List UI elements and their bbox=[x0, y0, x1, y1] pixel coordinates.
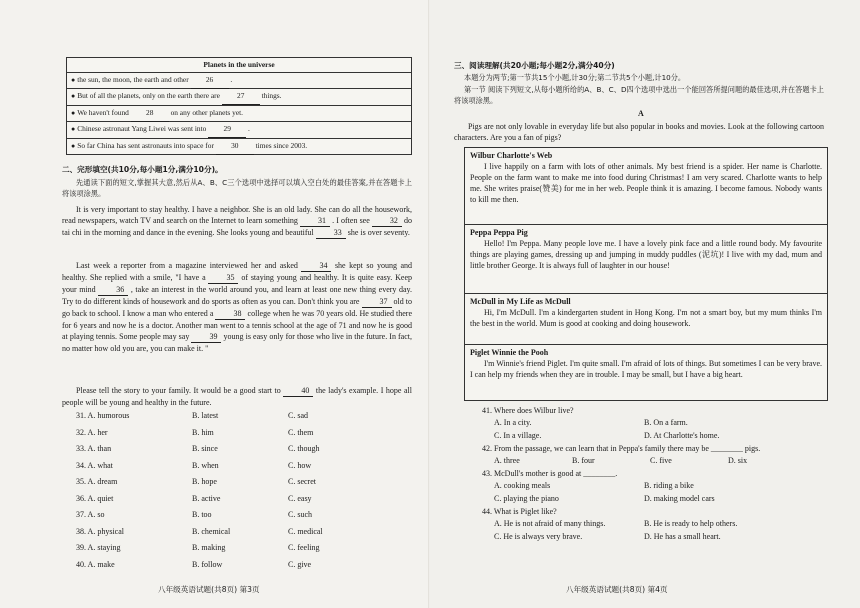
answer-option[interactable]: C. five bbox=[650, 456, 672, 465]
cloze-option[interactable]: B. since bbox=[192, 444, 218, 453]
paragraph-text: It is very important to stay healthy. I have a neighbor. She is an old lady. She can do all the housework, read newspapers, watch TV and search on the Internet to learn something bbox=[62, 205, 412, 225]
cloze-option[interactable]: 38. A. physical bbox=[76, 526, 124, 536]
character-section bbox=[465, 345, 827, 401]
row-text-after: times since 2003. bbox=[253, 140, 308, 150]
section3-intro-2: 第一节 阅读下列短文,从每小题所给的A、B、C、D四个选项中选出一个能回答所提问题的最佳选项,并在答题卡上将该项涂黑。 bbox=[454, 85, 824, 105]
cloze-option[interactable]: B. chemical bbox=[192, 526, 231, 536]
cloze-option[interactable]: 35. A. dream bbox=[76, 477, 118, 486]
cloze-option[interactable]: 40. A. make bbox=[76, 559, 115, 569]
answer-option[interactable]: B. On a farm. bbox=[644, 418, 688, 427]
answer-option[interactable]: A. three bbox=[494, 456, 520, 465]
answer-option[interactable]: D. He has a small heart. bbox=[644, 532, 721, 541]
cloze-option[interactable]: 31. A. humorous bbox=[76, 411, 130, 420]
cloze-option[interactable]: B. active bbox=[192, 493, 221, 503]
character-title: Piglet Winnie the Pooh bbox=[470, 348, 549, 357]
character-section bbox=[465, 225, 827, 294]
character-title: Wilbur Charlotte's Web bbox=[470, 151, 553, 160]
paragraph-text: , take an interest in the world around you, and learn at least one new thing every day. Try to do different kinds of housework and do sports as often as you can. Don't think you are bbox=[62, 285, 413, 306]
characters-box bbox=[464, 147, 828, 401]
question-stem: 43. McDull's mother is good at ________. bbox=[482, 469, 618, 478]
answer-blank[interactable]: 30 bbox=[216, 138, 254, 155]
cloze-option[interactable]: B. too bbox=[192, 510, 212, 519]
cloze-blank-34[interactable]: 34 bbox=[301, 260, 331, 272]
right-page bbox=[430, 0, 860, 608]
paragraph-text: she is over seventy. bbox=[347, 228, 410, 237]
planets-table-title: Planets in the universe bbox=[67, 58, 411, 73]
cloze-blank-40[interactable]: 40 bbox=[283, 385, 313, 397]
cloze-option[interactable]: B. hope bbox=[192, 477, 217, 486]
cloze-option[interactable]: B. when bbox=[192, 460, 219, 470]
passage-lead: Pigs are not only lovable in everyday life but also popular in books and movies. Look at the following cartoon characters. Are you a fan of pigs? bbox=[454, 122, 824, 142]
answer-option[interactable]: D. At Charlotte's home. bbox=[644, 431, 720, 440]
cloze-option[interactable]: C. sad bbox=[288, 411, 308, 420]
cloze-blank-33[interactable]: 33 bbox=[316, 227, 346, 239]
cloze-option[interactable]: C. feeling bbox=[288, 543, 320, 552]
question-stem: 41. Where does Wilbur live? bbox=[482, 406, 574, 415]
cloze-option[interactable]: C. easy bbox=[288, 493, 312, 503]
row-text-before: So far China has sent astronauts into space for bbox=[77, 140, 216, 150]
character-text: Hello! I'm Peppa. Many people love me. I have a lovely pink face and a little round body. My favourite things are playing games, dressing up and jumping in muddy puddles (泥坑)! I live with my dad, mum and little brother George. It is always full of laughter in our house! bbox=[470, 239, 822, 270]
cloze-option[interactable]: C. secret bbox=[288, 477, 316, 486]
cloze-blank-31[interactable]: 31 bbox=[300, 215, 330, 227]
paragraph-text: Please tell the story to your family. It would be a good start to bbox=[76, 386, 284, 395]
cloze-option[interactable]: C. how bbox=[288, 460, 312, 470]
planets-table-row bbox=[67, 88, 411, 105]
planets-table-row bbox=[67, 138, 411, 154]
planets-table-row bbox=[67, 105, 411, 122]
row-text-after: things. bbox=[259, 91, 282, 101]
cloze-option[interactable]: C. them bbox=[288, 427, 314, 437]
row-text-before: the sun, the moon, the earth and other bbox=[77, 75, 191, 84]
cloze-blank-37[interactable]: 37 bbox=[362, 296, 392, 308]
question-stem: 42. From the passage, we can learn that in Peppa's family there may be ________ pigs. bbox=[482, 444, 761, 453]
answer-option[interactable]: C. playing the piano bbox=[494, 494, 559, 503]
answer-blank[interactable]: 28 bbox=[131, 105, 169, 122]
paragraph-text: college when he was 70 years old. He studied there for 6 years and now he is a doctor. Another man went to a tennis school at the age of 71 and now he is good at playing tennis. Some people may say bbox=[62, 309, 413, 341]
character-section bbox=[465, 148, 827, 225]
section3-heading: 三、阅读理解(共20小题;每小题2分,满分40分) bbox=[454, 61, 615, 70]
question-stem: 44. What is Piglet like? bbox=[482, 507, 557, 516]
row-text-after: . bbox=[246, 124, 250, 134]
answer-option[interactable]: B. four bbox=[572, 456, 595, 465]
cloze-blank-32[interactable]: 32 bbox=[372, 215, 402, 227]
cloze-option[interactable]: 39. A. staying bbox=[76, 543, 121, 552]
row-text-before: But of all the planets, only on the earth there are bbox=[77, 91, 222, 101]
character-text: I'm Winnie's friend Piglet. I'm quite small. I'm afraid of lots of things. But sometimes I can be very brave. I can help my friends when they are in trouble. I may be small, but I have a big heart. bbox=[470, 359, 822, 379]
page-footer-left: 八年级英语试题(共8页) 第3页 bbox=[158, 585, 260, 594]
answer-blank[interactable]: 29 bbox=[208, 121, 246, 138]
row-text-before: Chinese astronaut Yang Liwei was sent into bbox=[77, 124, 209, 134]
answer-option[interactable]: C. In a village. bbox=[494, 431, 542, 440]
cloze-option[interactable]: C. though bbox=[288, 444, 320, 453]
character-title: Peppa Peppa Pig bbox=[470, 228, 528, 237]
cloze-blank-35[interactable]: 35 bbox=[208, 272, 238, 284]
cloze-paragraph-2 bbox=[62, 260, 412, 354]
answer-option[interactable]: A. In a city. bbox=[494, 418, 532, 427]
row-text-after: . bbox=[228, 75, 233, 84]
cloze-paragraph-1 bbox=[62, 204, 412, 239]
cloze-option[interactable]: 34. A. what bbox=[76, 460, 113, 470]
cloze-option[interactable]: B. him bbox=[192, 427, 214, 437]
cloze-option[interactable]: 32. A. her bbox=[76, 427, 108, 437]
passage-letter: A bbox=[638, 109, 644, 118]
cloze-option[interactable]: C. such bbox=[288, 510, 312, 519]
answer-option[interactable]: B. He is ready to help others. bbox=[644, 519, 738, 528]
row-text-before: We haven't found bbox=[77, 107, 131, 117]
cloze-option[interactable]: B. making bbox=[192, 543, 226, 552]
paragraph-text: of staying young and healthy. It is quite easy. Keep your mind bbox=[62, 273, 412, 294]
section2-heading: 二、完形填空(共10分,每小题1分,满分10分)。 bbox=[62, 165, 223, 174]
character-text: Hi, I'm McDull. I'm a kindergarten student in Hong Kong. I'm not a smart boy, but my mum thinks I'm the best in the world. Mum is good at cooking and doing housework. bbox=[470, 308, 822, 328]
page-footer-right: 八年级英语试题(共8页) 第4页 bbox=[566, 585, 668, 594]
cloze-option[interactable]: 33. A. than bbox=[76, 444, 112, 453]
planets-table bbox=[66, 57, 412, 155]
answer-option[interactable]: C. He is always very brave. bbox=[494, 532, 583, 541]
cloze-blank-39[interactable]: 39 bbox=[191, 331, 221, 343]
section3-intro-1: 本题分为两节;第一节共15个小题,计30分;第二节共5个小题,计10分。 bbox=[464, 73, 686, 82]
answer-option[interactable]: D. making model cars bbox=[644, 494, 715, 503]
paragraph-text: do tai chi in the morning and dance in the evening. She looks young and beautiful bbox=[62, 216, 412, 237]
cloze-option[interactable]: B. latest bbox=[192, 411, 219, 420]
paragraph-text: the lady's example. I hope all people will be young and healthy in the future. bbox=[62, 386, 412, 407]
character-text: I live happily on a farm with lots of other animals. My best friend is a spider. Her name is Charlotte. People on the farm want to make me into food during Christmas! I am very scared. Charlotte wants to help me. She writes praise(赞美) for me in her web. People think it is amazing. I become famous. Nobody wants to kill me then. bbox=[470, 162, 822, 204]
section2-instruction: 先通读下面的短文,掌握其大意,然后从A、B、C三个选项中选择可以填入空白处的最佳答案,并在答题卡上将该项涂黑。 bbox=[62, 178, 412, 198]
cloze-option[interactable]: 36. A. quiet bbox=[76, 493, 114, 503]
answer-option[interactable]: A. He is not afraid of many things. bbox=[494, 519, 606, 528]
planets-table-row bbox=[67, 72, 411, 89]
cloze-blank-36[interactable]: 36 bbox=[98, 284, 128, 296]
paragraph-text: . I often see bbox=[332, 216, 372, 225]
cloze-option[interactable]: C. give bbox=[288, 559, 312, 569]
planets-table-row bbox=[67, 121, 411, 138]
row-text-after: on any other planets yet. bbox=[168, 107, 244, 117]
answer-blank[interactable]: 26 bbox=[191, 72, 229, 89]
paragraph-text: Last week a reporter from a magazine interviewed her and asked bbox=[76, 261, 302, 270]
character-section bbox=[465, 294, 827, 345]
character-title: McDull in My Life as McDull bbox=[470, 297, 571, 306]
paragraph-text: old to go back to school. I know a man who entered a bbox=[62, 297, 413, 318]
cloze-option[interactable]: C. medical bbox=[288, 526, 323, 536]
paragraph-text: she kept so young and healthy. She replied with a smile, "I have a bbox=[62, 261, 413, 282]
answer-blank[interactable]: 27 bbox=[222, 88, 260, 105]
cloze-blank-38[interactable]: 38 bbox=[215, 308, 245, 320]
answer-option[interactable]: A. cooking meals bbox=[494, 481, 551, 490]
answer-option[interactable]: B. riding a bike bbox=[644, 481, 694, 490]
paragraph-text: young is easy only for those who live in the future. In fact, no matter how old you are, you can make it. " bbox=[62, 332, 413, 353]
cloze-paragraph-3 bbox=[62, 385, 412, 408]
answer-option[interactable]: D. six bbox=[728, 456, 748, 465]
cloze-option[interactable]: B. follow bbox=[192, 559, 223, 569]
cloze-option[interactable]: 37. A. so bbox=[76, 510, 105, 519]
